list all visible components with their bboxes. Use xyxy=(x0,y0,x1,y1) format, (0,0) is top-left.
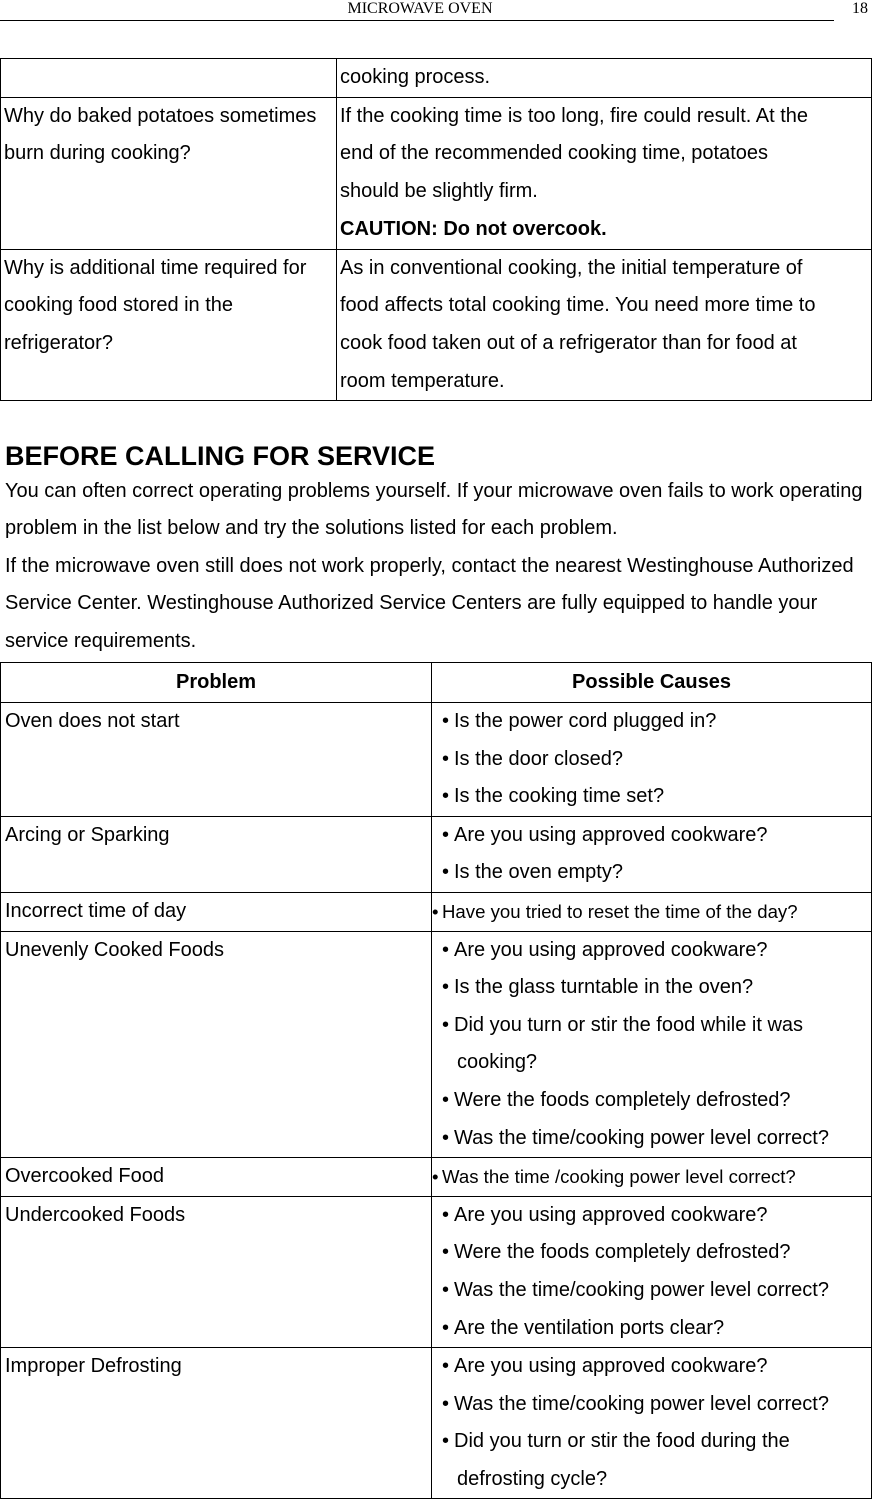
bullet-icon: • xyxy=(442,1241,450,1264)
cause-text: Are you using approved cookware? xyxy=(454,1355,768,1378)
cause-item xyxy=(442,1082,871,1120)
problem-cell: Improper Defrosting xyxy=(1,1348,432,1499)
cause-text: Is the glass turntable in the oven? xyxy=(454,976,754,999)
causes-cell xyxy=(432,1196,872,1347)
cause-text: Did you turn or stir the food during the xyxy=(454,1430,790,1453)
bullet-icon: • xyxy=(432,1166,439,1188)
cause-item xyxy=(442,1423,871,1461)
cause-text: Was the time /cooking power level correct? xyxy=(442,1166,796,1188)
bullet-icon: • xyxy=(442,1392,450,1415)
cause-item xyxy=(442,854,871,892)
table-row xyxy=(1,1348,872,1499)
cause-item xyxy=(432,893,871,931)
cause-item xyxy=(442,703,871,741)
caution-note: CAUTION: Do not overcook. xyxy=(340,217,607,240)
cause-text: Were the foods completely defrosted? xyxy=(454,1088,791,1111)
bullet-icon: • xyxy=(432,900,439,922)
service-section xyxy=(5,436,869,660)
cause-text: Is the oven empty? xyxy=(454,861,623,884)
section-heading: BEFORE CALLING FOR SERVICE xyxy=(5,441,436,471)
faq-answer xyxy=(337,249,872,401)
bullet-icon: • xyxy=(442,1430,450,1453)
faq-question xyxy=(1,59,337,98)
cause-text: defrosting cycle? xyxy=(457,1467,608,1490)
causes-cell xyxy=(432,892,872,931)
table-row xyxy=(1,1158,872,1197)
cause-item xyxy=(442,817,871,855)
bullet-icon: • xyxy=(442,1355,450,1378)
answer-line: end of the recommended cooking time, potatoes xyxy=(340,142,769,165)
bullet-icon: • xyxy=(442,976,450,999)
cause-item xyxy=(432,1158,871,1196)
faq-row xyxy=(1,97,872,249)
troubleshooting-rows xyxy=(1,703,872,1499)
causes-cell xyxy=(432,1348,872,1499)
faq-question: Why do baked potatoes sometimes burn during cooking? xyxy=(1,97,337,249)
faq-table xyxy=(0,58,872,401)
cause-item xyxy=(442,1272,871,1310)
answer-line: should be slightly firm. xyxy=(340,180,538,203)
answer-line: room temperature. xyxy=(340,369,505,392)
page-number: 18 xyxy=(852,0,868,17)
causes-cell xyxy=(432,816,872,892)
problem-cell: Overcooked Food xyxy=(1,1158,432,1197)
answer-line: As in conventional cooking, the initial temperature of xyxy=(340,256,803,279)
faq-row xyxy=(1,59,872,98)
bullet-icon: • xyxy=(442,1013,450,1036)
cause-item xyxy=(442,932,871,970)
bullet-icon: • xyxy=(442,710,450,732)
answer-line: cook food taken out of a refrigerator than for food at xyxy=(340,331,797,354)
answer-line: food affects total cooking time. You need more time to xyxy=(340,294,816,317)
problem-column-header: Problem xyxy=(1,663,432,703)
cause-item xyxy=(442,1044,871,1082)
bullet-icon: • xyxy=(442,938,450,961)
problem-cell: Oven does not start xyxy=(1,703,432,817)
table-row xyxy=(1,1196,872,1347)
bullet-icon: • xyxy=(442,1126,450,1149)
faq-answer xyxy=(337,59,872,98)
document-title: MICROWAVE OVEN xyxy=(347,0,493,17)
problem-cell: Incorrect time of day xyxy=(1,892,432,931)
bullet-icon: • xyxy=(442,823,450,846)
cause-item xyxy=(442,1348,871,1386)
intro-paragraph: You can often correct operating problems yourself. If your microwave oven fails to work operating problem in the list below and try the solutions listed for each problem. xyxy=(5,480,863,540)
causes-cell xyxy=(432,703,872,817)
faq-row xyxy=(1,249,872,401)
cause-text: Is the power cord plugged in? xyxy=(454,710,717,732)
cause-text: cooking? xyxy=(457,1051,538,1074)
causes-column-header: Possible Causes xyxy=(432,663,872,703)
problem-cell: Unevenly Cooked Foods xyxy=(1,931,432,1158)
cause-text: Was the time/cooking power level correct? xyxy=(454,1126,829,1149)
bullet-icon: • xyxy=(442,747,450,770)
causes-cell xyxy=(432,1158,872,1197)
cause-item xyxy=(442,741,871,779)
bullet-icon: • xyxy=(442,785,450,808)
header-divider xyxy=(0,20,834,21)
bullet-icon: • xyxy=(442,1088,450,1111)
cause-text: Is the cooking time set? xyxy=(454,785,665,808)
cause-item xyxy=(442,1234,871,1272)
cause-text: Did you turn or stir the food while it was xyxy=(454,1013,804,1036)
cause-text: Have you tried to reset the time of the day? xyxy=(442,900,798,922)
problem-cell: Undercooked Foods xyxy=(1,1196,432,1347)
cause-text: Were the foods completely defrosted? xyxy=(454,1241,791,1264)
bullet-icon: • xyxy=(442,861,450,884)
cause-text: Are you using approved cookware? xyxy=(454,938,768,961)
cause-text: Is the door closed? xyxy=(454,747,623,770)
troubleshooting-table xyxy=(0,662,872,1499)
contact-paragraph: If the microwave oven still does not work properly, contact the nearest Westinghouse Authorized Service Center. Westinghouse Authorized Service Centers are fully equipped to handle your service requirements. xyxy=(5,554,854,652)
cause-text: Are you using approved cookware? xyxy=(454,823,768,846)
cause-item xyxy=(442,778,871,816)
page-header xyxy=(0,0,872,22)
cause-item xyxy=(442,1120,871,1158)
cause-item xyxy=(442,1197,871,1235)
cause-item xyxy=(442,1310,871,1348)
answer-line: cooking process. xyxy=(340,66,491,88)
table-row xyxy=(1,892,872,931)
answer-line: If the cooking time is too long, fire could result. At the xyxy=(340,104,809,127)
problem-cell: Arcing or Sparking xyxy=(1,816,432,892)
bullet-icon: • xyxy=(442,1316,450,1339)
faq-question: Why is additional time required for cooking food stored in the refrigerator? xyxy=(1,249,337,401)
causes-cell xyxy=(432,931,872,1158)
cause-item xyxy=(442,969,871,1007)
cause-text: Are the ventilation ports clear? xyxy=(454,1316,725,1339)
cause-item xyxy=(442,1386,871,1424)
cause-item xyxy=(442,1007,871,1045)
table-row xyxy=(1,703,872,817)
cause-item xyxy=(442,1461,871,1499)
bullet-icon: • xyxy=(442,1278,450,1301)
table-header-row xyxy=(1,663,872,703)
cause-text: Was the time/cooking power level correct? xyxy=(454,1392,829,1415)
table-row xyxy=(1,931,872,1158)
bullet-icon: • xyxy=(442,1203,450,1226)
faq-answer xyxy=(337,97,872,249)
cause-text: Was the time/cooking power level correct? xyxy=(454,1278,829,1301)
table-row xyxy=(1,816,872,892)
cause-text: Are you using approved cookware? xyxy=(454,1203,768,1226)
